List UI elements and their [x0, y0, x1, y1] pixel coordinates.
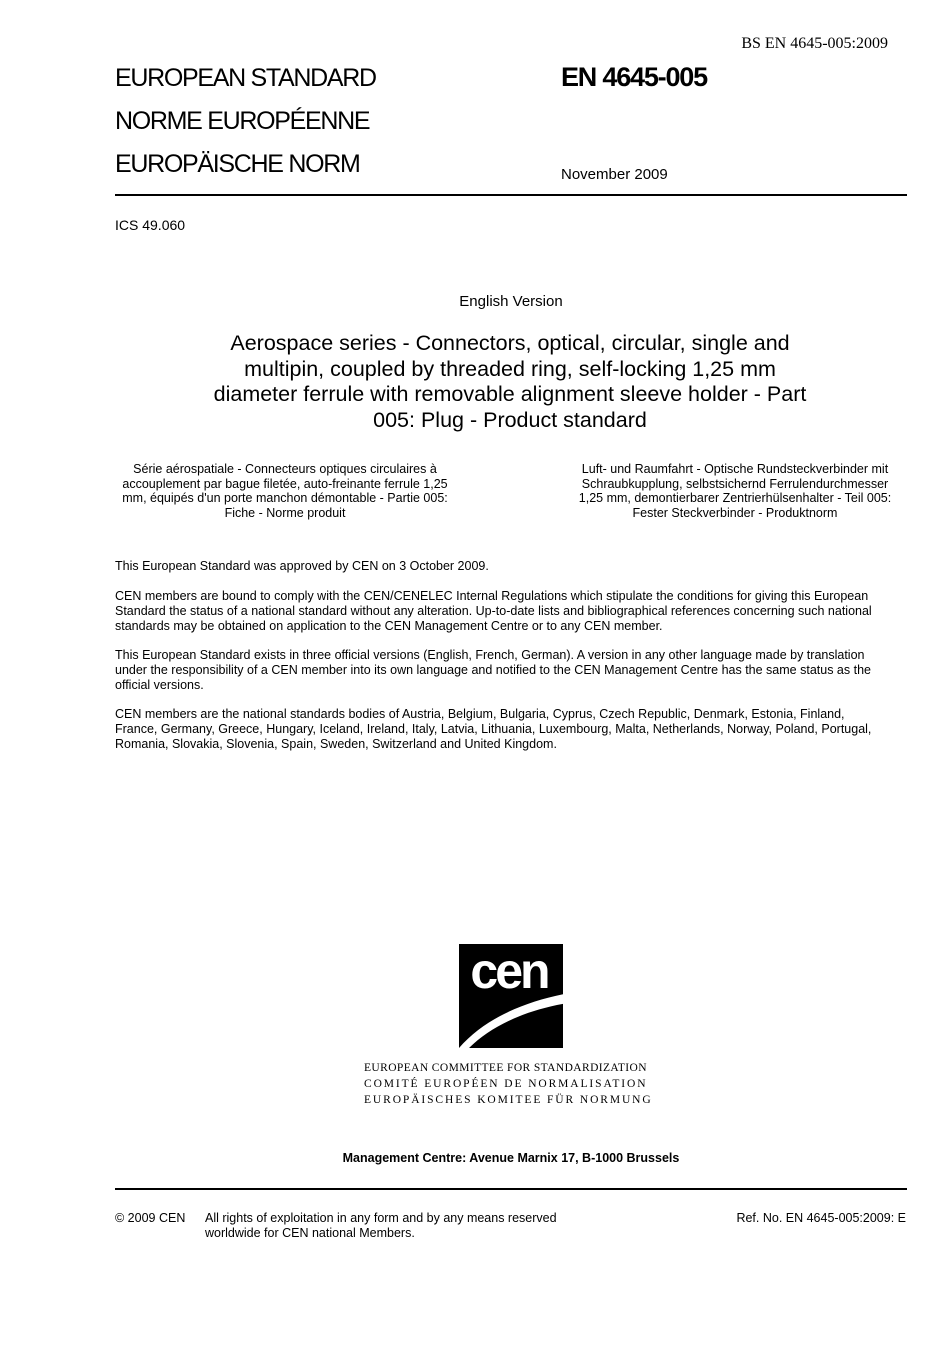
paragraph-line: CEN members are the national standards bodies of Austria, Belgium, Bulgaria, Cyprus, Czech Republic, Denmark, Estonia, Finland,	[115, 707, 845, 721]
french-title-line: mm, équipés d'un porte manchon démontable - Partie 005:	[122, 491, 448, 506]
management-centre-address: Management Centre: Avenue Marnix 17, B-1000 Brussels	[342, 1151, 680, 1165]
german-title-line: Schraubkupplung, selbstsichernd Ferrulendurchmesser	[581, 476, 889, 491]
paragraph-line: under the responsibility of a CEN member into its own language and notified to the CEN Management Centre has the same status as the	[115, 662, 871, 677]
versions-paragraph	[115, 648, 907, 692]
paragraph-line: This European Standard was approved by CEN on 3 October 2009.	[115, 559, 489, 573]
main-title-line: multipin, coupled by threaded ring, self-locking 1,25 mm	[244, 356, 776, 381]
main-title-line: diameter ferrule with removable alignment sleeve holder - Part	[213, 382, 807, 406]
main-title-line: 005: Plug - Product standard	[373, 407, 647, 432]
main-title	[195, 331, 825, 433]
reference-number: Ref. No. EN 4645-005:2009: E	[736, 1211, 906, 1225]
german-title-line: 1,25 mm, demontierbarer Zentrierhülsenhalter - Teil 005:	[578, 491, 892, 506]
rights-statement	[205, 1211, 557, 1241]
approval-paragraph	[115, 559, 907, 574]
rights-line: All rights of exploitation in any form and by any means reserved	[205, 1211, 557, 1225]
rights-line: worldwide for CEN national Members.	[205, 1226, 415, 1240]
paragraph-line: CEN members are bound to comply with the CEN/CENELEC Internal Regulations which stipulate the conditions for giving this European	[115, 589, 869, 603]
paragraph-line: official versions.	[115, 677, 204, 692]
german-title-line: Fester Steckverbinder - Produktnorm	[632, 506, 838, 521]
main-title-line: Aerospace series - Connectors, optical, circular, single and	[230, 331, 790, 355]
standard-number: EN 4645-005	[561, 62, 707, 92]
french-title-line: Fiche - Norme produit	[224, 506, 346, 521]
committee-name-french: COMITÉ EUROPÉEN DE NORMALISATION	[364, 1078, 648, 1090]
french-title-line: accouplement par bague filetée, auto-freinante ferrule 1,25	[122, 476, 448, 491]
language-version: English Version	[459, 293, 563, 310]
members-paragraph	[115, 707, 907, 751]
ics-code: ICS 49.060	[115, 217, 186, 233]
header-divider	[115, 194, 907, 196]
standard-title-french: NORME EUROPÉENNE	[115, 107, 370, 135]
french-title	[110, 462, 460, 521]
paragraph-line: France, Germany, Greece, Hungary, Iceland, Ireland, Italy, Latvia, Lithuania, Luxembourg, Malta, Netherlands, Norway, Poland, Portugal,	[115, 721, 872, 736]
standard-title-english: EUROPEAN STANDARD	[115, 64, 376, 92]
footer-divider	[115, 1188, 907, 1190]
document-reference: BS EN 4645-005:2009	[741, 35, 888, 52]
german-title-line: Luft- und Raumfahrt - Optische Rundsteckverbinder mit	[581, 462, 889, 476]
french-title-line: Série aérospatiale - Connecteurs optiques circulaires à	[133, 462, 437, 476]
cen-logo	[459, 944, 563, 1048]
german-title	[560, 462, 910, 521]
paragraph-line: Standard the status of a national standard without any alteration. Up-to-date lists and bibliographical references concerning such national	[115, 603, 872, 618]
committee-name-german: EUROPÄISCHES KOMITEE FÜR NORMUNG	[364, 1094, 653, 1106]
compliance-paragraph	[115, 589, 907, 633]
paragraph-line: This European Standard exists in three official versions (English, French, German). A version in any other language made by translation	[115, 648, 865, 662]
paragraph-line: standards may be obtained on application to the CEN Management Centre or to any CEN member.	[115, 618, 663, 633]
standard-title-german: EUROPÄISCHE NORM	[115, 150, 360, 178]
cen-logo-wordmark: cen	[470, 944, 548, 999]
publication-date: November 2009	[561, 166, 668, 183]
copyright: © 2009 CEN	[115, 1211, 186, 1225]
committee-name-english: EUROPEAN COMMITTEE FOR STANDARDIZATION	[364, 1062, 647, 1074]
paragraph-line: Romania, Slovakia, Slovenia, Spain, Sweden, Switzerland and United Kingdom.	[115, 736, 557, 751]
